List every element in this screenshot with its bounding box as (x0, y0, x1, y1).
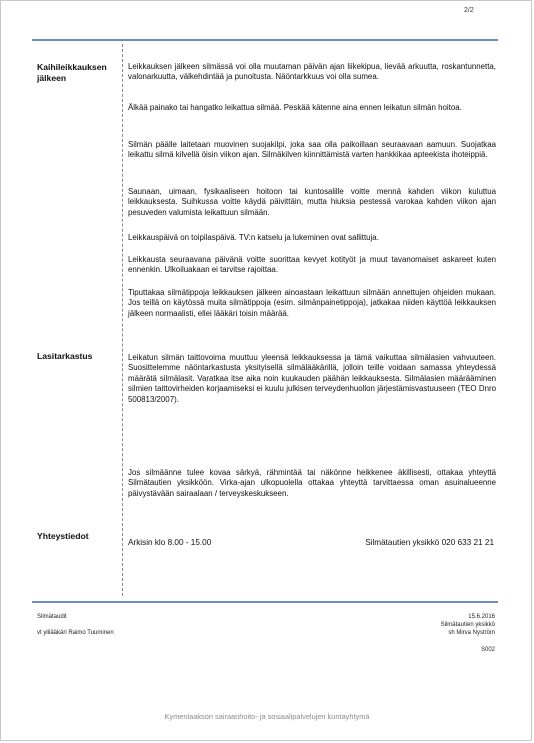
section-label-contact: Yhteystiedot (37, 531, 89, 541)
paragraph-next-day: Leikkausta seuraavana päivänä voitte suorittaa kevyet kotityöt ja muut tavanomaiset askareet kuten ennenkin. Ulkoiluakaan ei tarvitse rajoittaa. (128, 255, 496, 275)
footer-chief-physician: vt ylilääkäri Raimo Tuuminen (37, 630, 114, 636)
paragraph-glasses-check: Leikatun silmän taittovoima muuttuu yleensä leikkauksessa ja tämä vaikuttaa silmälasien vahvuuteen. Suosittelemme näöntarkastusta yksityisellä silmälääkärillä, jolloin teille voidaan samassa yhteydessä määrätä silmälasit. Varatkaa itse aika noin kuukauden päähän leikkauksesta. Silmälasien määrääminen silmien taittovirheiden korjaamiseksi ei kuulu julkisen terveydenhuollon järjestämisvastuuseen (TEO Dnro 500813/2007). (128, 353, 496, 404)
footer-rule (32, 601, 498, 603)
footer-date: 15.6.2016 (468, 614, 495, 620)
paragraph-eye-drops: Tiputtakaa silmätippoja leikkauksen jälkeen ainoastaan leikattuun silmään annettujen ohjeiden mukaan. Jos teillä on käytössä muita silmätippoja (esim. silmänpainetippoja), jatkakaa niiden käyttöä leikkauksen jälkeen normaalisti, ellei lääkäri toisin määrää. (128, 288, 496, 318)
paragraph-eye-care: Älkää painako tai hangatko leikattua silmää. Peskää kätenne aina ennen leikatun silmän hoitoa. (128, 103, 462, 112)
footer-nurse: sh Mirva Nyström (448, 630, 495, 636)
contact-hours: Arkisin klo 8.00 - 15.00 (128, 538, 212, 547)
contact-unit-phone: Silmätautien yksikkö 020 633 21 21 (365, 538, 494, 547)
contact-row (128, 537, 494, 548)
header-rule (32, 39, 498, 41)
page-number: 2/2 (464, 7, 474, 14)
paragraph-eye-shield: Silmän päälle laitetaan muovinen suojakilpi, joka saa olla paikoillaan seuraavaan aamuun. Suojatkaa leikattu silmä kilvellä öisin viikon ajan. Silmäkilven kiinnittämistä varten hankkikaa apteekista ihoteippiä. (128, 140, 496, 160)
paragraph-recovery-symptoms: Leikkauksen jälkeen silmässä voi olla muutaman päivän ajan liikekipua, lievää arkuutta, roskantunnetta, valonarkuutta, välkehdintää ja punoitusta. Näöntarkkuus voi olla sumea. (128, 62, 496, 82)
footer-department: Silmätaudit (37, 614, 67, 620)
paragraph-sauna-swimming: Saunaan, uimaan, fysikaaliseen hoitoon tai kuntosalille voitte mennä kahden viikon kuluttua leikkauksesta. Suihkussa voitte käydä päivittäin, mutta hiuksia pestessä varokaa kahden viikon ajan pesuveden valumista leikattuun silmään. (128, 187, 496, 217)
section-label-after-surgery: Kaihileikkauksen jälkeen (37, 62, 107, 83)
organization-footer: Kymenlaakson sairaanhoito- ja sosiaalipalvelujen kuntayhtymä (164, 712, 370, 721)
paragraph-emergency: Jos silmäänne tulee kovaa särkyä, rähmintää tai näkönne heikkenee äkillisesti, ottakaa yhteyttä Silmätautien yksikköön. Virka-ajan ulkopuolella ottakaa yhteyttä tarvittaessa oman asuinalueenne päivystävään sairaalaan / terveyskeskukseen. (128, 468, 496, 498)
paragraph-surgery-day: Leikkauspäivä on toipilaspäivä. TV:n katselu ja lukeminen ovat sallittuja. (128, 233, 379, 242)
section-label-glasses: Lasitarkastus (37, 351, 93, 361)
footer-document-code: S002 (480, 647, 495, 653)
column-divider (122, 44, 123, 596)
footer-unit: Silmätautien yksikkö (440, 622, 495, 628)
